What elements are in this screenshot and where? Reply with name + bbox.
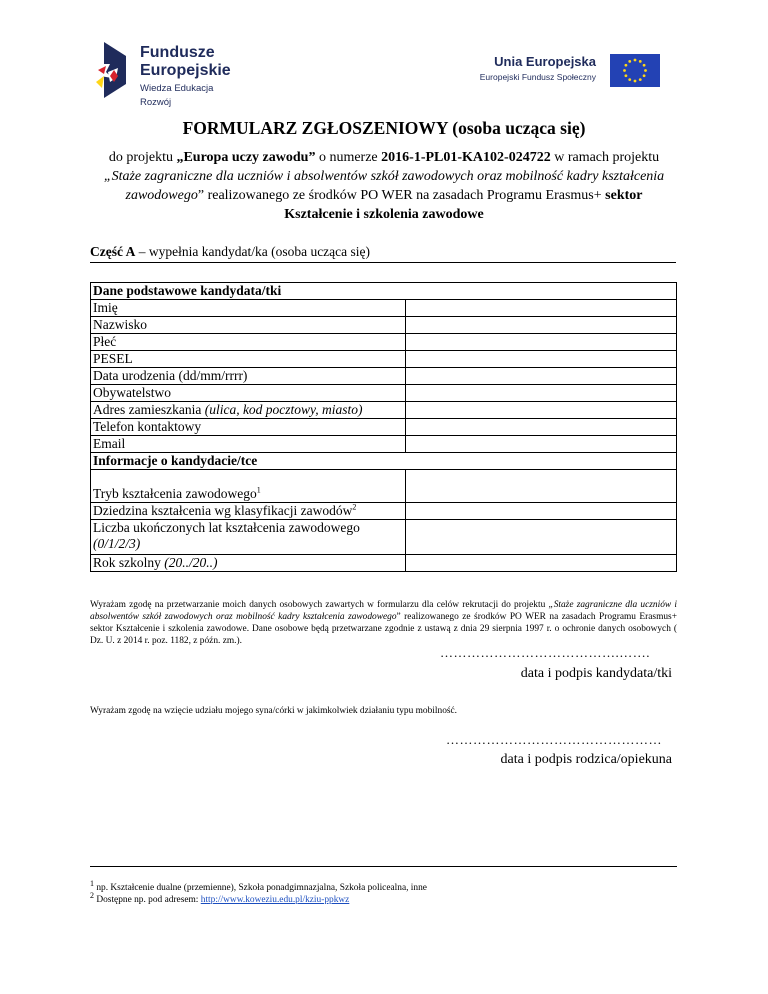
eu-flag-icon	[610, 54, 660, 87]
field-label-address	[91, 402, 406, 419]
table-row	[91, 453, 677, 470]
rok-label: Rok szkolny	[93, 555, 165, 570]
footnote-1	[90, 878, 427, 894]
project-number: 2016-1-PL01-KA102-024722	[381, 150, 551, 165]
candidate-signature-line[interactable]: ………………………………….…….	[440, 645, 650, 660]
eu-star-icon	[634, 80, 637, 83]
consent-text-1: Wyrażam zgodę na przetwarzanie moich danych osobowych zawartych w formularzu dla celów rekrutacji do projektu	[90, 600, 549, 610]
table-row	[91, 351, 677, 368]
eu-star-icon	[634, 59, 637, 62]
table-row	[91, 368, 677, 385]
candidate-form-table	[90, 282, 677, 572]
fe-logo-line3: Wiedza Edukacja Rozwój	[140, 83, 214, 108]
footnote-1-text: np. Kształcenie dualne (przemienne), Szkoła ponadgimnazjalna, Szkoła policealna, inne	[94, 883, 427, 893]
parent-signature-label: data i podpis rodzica/opiekuna	[500, 752, 672, 767]
table-row	[91, 300, 677, 317]
dziedzina-label: Dziedzina kształcenia wg klasyfikacji zawodów	[93, 503, 353, 518]
parent-signature-line[interactable]: …………………………………………	[446, 732, 662, 747]
footnote-2	[90, 890, 350, 906]
field-label-liczba	[91, 520, 406, 555]
field-input-plec[interactable]	[406, 334, 677, 351]
table-row	[91, 419, 677, 436]
eu-star-icon	[644, 69, 647, 72]
table-row	[91, 402, 677, 419]
address-hint: (ulica, kod pocztowy, miasto)	[204, 402, 363, 417]
project-full-name: „Staże zagraniczne dla uczniów i absolwentów szkół zawodowych oraz mobilność kadry kształcenia zawodowego	[103, 169, 665, 203]
field-label: Obywatelstwo	[91, 385, 406, 402]
ue-logo-line2: Europejski Fundusz Społeczny	[479, 72, 596, 82]
table-row	[91, 503, 677, 520]
field-label: PESEL	[91, 351, 406, 368]
data-processing-consent	[90, 599, 677, 647]
intro-text-1: do projektu	[108, 150, 177, 165]
field-input-tryb[interactable]	[406, 470, 677, 503]
field-input-telefon[interactable]	[406, 419, 677, 436]
ue-logo-line1: Unia Europejska	[494, 54, 596, 69]
parent-consent: Wyrażam zgodę na wzięcie udziału mojego syna/córki w jakimkolwiek działaniu typu mobilność.	[90, 706, 458, 716]
eu-star-icon	[643, 64, 646, 67]
field-input-liczba-lat[interactable]	[406, 520, 677, 555]
eu-star-icon	[625, 74, 628, 77]
eu-star-icon	[639, 60, 642, 63]
table-row	[91, 334, 677, 351]
footnote-2-number: 2	[90, 890, 94, 900]
project-name: „Europa uczy zawodu”	[176, 150, 316, 165]
field-label: Email	[91, 436, 406, 453]
rok-hint: (20../20..)	[164, 555, 218, 570]
field-label: Nazwisko	[91, 317, 406, 334]
footnote-2-text: Dostępne np. pod adresem:	[94, 895, 201, 905]
field-label-rok	[91, 555, 406, 572]
intro-text-4: ” realizowanego ze środków PO WER na zasadach Programu Erasmus+	[197, 188, 606, 203]
liczba-label: Liczba ukończonych lat kształcenia zawodowego	[93, 520, 360, 535]
footnote-divider	[90, 866, 677, 867]
field-input-obywatelstwo[interactable]	[406, 385, 677, 402]
part-a-description: – wypełnia kandydat/ka (osoba ucząca się)	[135, 244, 371, 259]
field-label: Płeć	[91, 334, 406, 351]
footnote-2-link[interactable]: http://www.koweziu.edu.pl/kziu-ppkwz	[200, 895, 350, 905]
footnote-1-number: 1	[90, 878, 94, 888]
project-sector: sektor Kształcenie i szkolenia zawodowe	[284, 188, 643, 222]
consent-project-name: „Staże zagraniczne dla uczniów i absolwentów szkół zawodowych oraz mobilność kadry kształcenia zawodowego	[90, 600, 677, 622]
table-row	[91, 470, 677, 503]
field-label: Data urodzenia (dd/mm/rrrr)	[91, 368, 406, 385]
unia-europejska-logo	[470, 54, 660, 88]
liczba-hint: (0/1/2/3)	[93, 536, 141, 551]
intro-text-3: w ramach projektu	[550, 150, 660, 165]
consent-text-2: ” realizowanego ze środków PO WER na zasadach Programu Erasmus+ sektor Kształcenie i szkolenia zawodowe. Dane osobowe będą przetwarzane zgodnie z ustawą z dnia 29 sierpnia 1997 r. o ochronie danych osobowych ( Dz. U. z 2014 r. poz. 1182, z późn. zm.).	[90, 612, 677, 646]
eu-star-icon	[628, 60, 631, 63]
field-label: Telefon kontaktowy	[91, 419, 406, 436]
fundusze-europejskie-logo	[96, 40, 246, 108]
field-input-email[interactable]	[406, 436, 677, 453]
candidate-signature-label: data i podpis kandydata/tki	[520, 666, 672, 681]
fe-logo-line2: Europejskie	[140, 62, 231, 79]
field-input-data-urodzenia[interactable]	[406, 368, 677, 385]
part-a-heading	[90, 244, 676, 263]
eu-star-icon	[628, 78, 631, 81]
field-input-rok-szkolny[interactable]	[406, 555, 677, 572]
section-header-basic: Dane podstawowe kandydata/tki	[91, 283, 677, 300]
table-row	[91, 385, 677, 402]
footnote-ref-2: 2	[352, 502, 357, 512]
footnote-ref-1: 1	[256, 485, 261, 495]
field-label: Imię	[91, 300, 406, 317]
table-row	[91, 555, 677, 572]
eu-star-icon	[639, 78, 642, 81]
part-a-label: Część A	[90, 244, 136, 259]
project-intro	[96, 148, 672, 224]
table-row	[91, 436, 677, 453]
table-row	[91, 520, 677, 555]
fe-logo-line1: Fundusze	[140, 44, 215, 61]
intro-text-2: o numerze	[315, 150, 382, 165]
field-input-dziedzina[interactable]	[406, 503, 677, 520]
table-row	[91, 283, 677, 300]
eu-star-icon	[643, 74, 646, 77]
eu-star-icon	[623, 69, 626, 72]
field-input-pesel[interactable]	[406, 351, 677, 368]
field-input-imie[interactable]	[406, 300, 677, 317]
fe-star-logo-icon	[96, 42, 134, 98]
eu-star-icon	[625, 64, 628, 67]
field-label-dziedzina	[91, 503, 406, 520]
section-header-info: Informacje o kandydacie/tce	[91, 453, 677, 470]
field-label-tryb	[91, 470, 406, 503]
field-input-nazwisko[interactable]	[406, 317, 677, 334]
table-row	[91, 317, 677, 334]
address-label: Adres zamieszkania	[93, 402, 205, 417]
field-input-adres[interactable]	[406, 402, 677, 419]
tryb-label: Tryb kształcenia zawodowego	[93, 486, 257, 501]
form-title: FORMULARZ ZGŁOSZENIOWY (osoba ucząca się)	[182, 118, 586, 138]
